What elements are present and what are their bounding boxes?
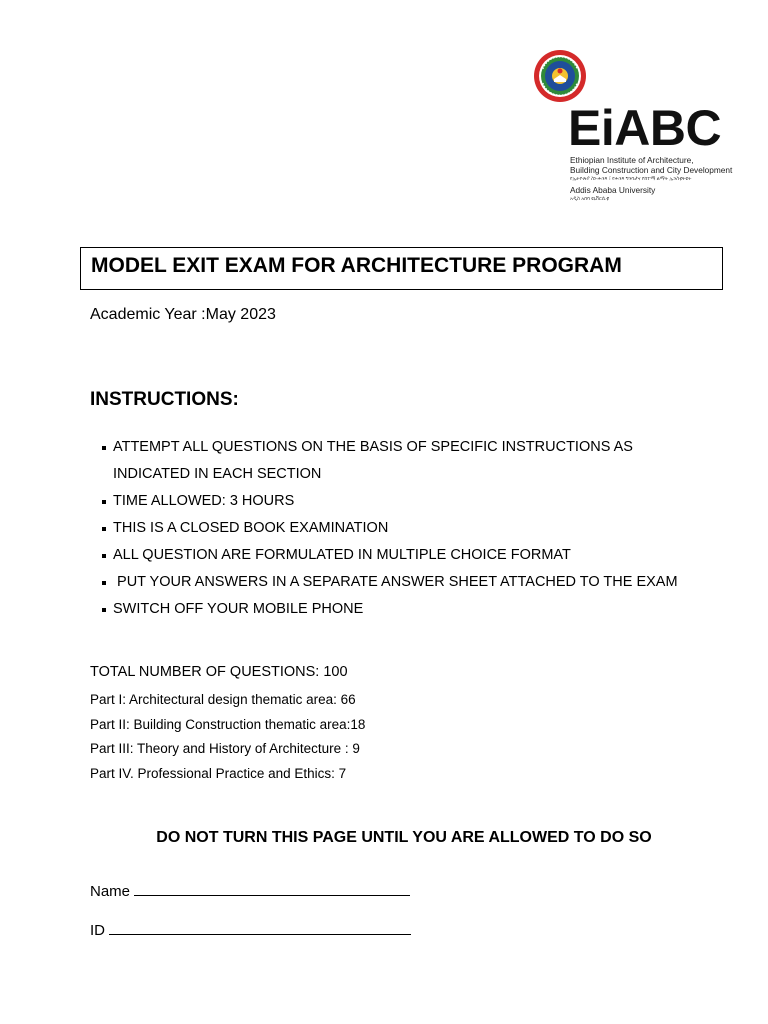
institute-name-line-2: Building Construction and City Development	[570, 165, 733, 175]
university-name: Addis Ababa University	[570, 185, 656, 195]
institute-name-block	[570, 155, 740, 203]
warning-notice: DO NOT TURN THIS PAGE UNTIL YOU ARE ALLOWED TO DO SO	[156, 829, 652, 846]
id-blank-line[interactable]	[109, 922, 411, 935]
part-item: Part I: Architectural design thematic area: 66	[90, 692, 356, 707]
institute-name-line-1: Ethiopian Institute of Architecture,	[570, 155, 694, 165]
instruction-item: SWITCH OFF YOUR MOBILE PHONE	[102, 596, 742, 623]
total-questions: TOTAL NUMBER OF QUESTIONS: 100	[90, 664, 348, 680]
instruction-item: TIME ALLOWED: 3 HOURS	[102, 488, 742, 515]
instructions-heading: INSTRUCTIONS:	[90, 389, 239, 410]
bullet-icon	[102, 581, 106, 585]
institute-wordmark: EiABC	[568, 100, 722, 156]
id-label: ID	[90, 922, 105, 939]
bullet-icon	[102, 527, 106, 531]
instructions-list	[102, 434, 742, 623]
bullet-icon	[102, 608, 106, 612]
bullet-icon	[102, 554, 106, 558]
name-blank-line[interactable]	[134, 883, 410, 896]
bullet-icon	[102, 446, 106, 450]
institute-name-amharic: የኢትዮጵያ ስነ-ሕንጻ ፣ የሕንጻ ግንባታና የከተማ ልማት ኢንስቲትዩት	[570, 176, 692, 182]
academic-year: Academic Year :May 2023	[90, 306, 276, 323]
instruction-item: THIS IS A CLOSED BOOK EXAMINATION	[102, 515, 742, 542]
part-item: Part II: Building Construction thematic area:18	[90, 716, 366, 732]
instruction-item: ATTEMPT ALL QUESTIONS ON THE BASIS OF SPECIFIC INSTRUCTIONS AS INDICATED IN EACH SECTION	[102, 434, 703, 488]
university-name-amharic: አዲስ አበባ ዩኒቨርሲቲ	[570, 196, 610, 202]
page-title: MODEL EXIT EXAM FOR ARCHITECTURE PROGRAM	[91, 254, 622, 277]
name-field[interactable]	[90, 882, 410, 902]
id-field[interactable]	[90, 921, 411, 941]
instruction-item: PUT YOUR ANSWERS IN A SEPARATE ANSWER SHEET ATTACHED TO THE EXAM	[102, 569, 742, 596]
name-label: Name	[90, 883, 131, 900]
bullet-icon	[102, 500, 106, 504]
parts-list	[90, 688, 365, 786]
instruction-item: ALL QUESTION ARE FORMULATED IN MULTIPLE CHOICE FORMAT	[102, 542, 742, 569]
university-seal-icon	[533, 49, 587, 103]
title-box	[80, 247, 723, 290]
part-item: Part III: Theory and History of Architecture : 9	[90, 741, 360, 756]
part-item: Part IV. Professional Practice and Ethics: 7	[90, 765, 347, 781]
